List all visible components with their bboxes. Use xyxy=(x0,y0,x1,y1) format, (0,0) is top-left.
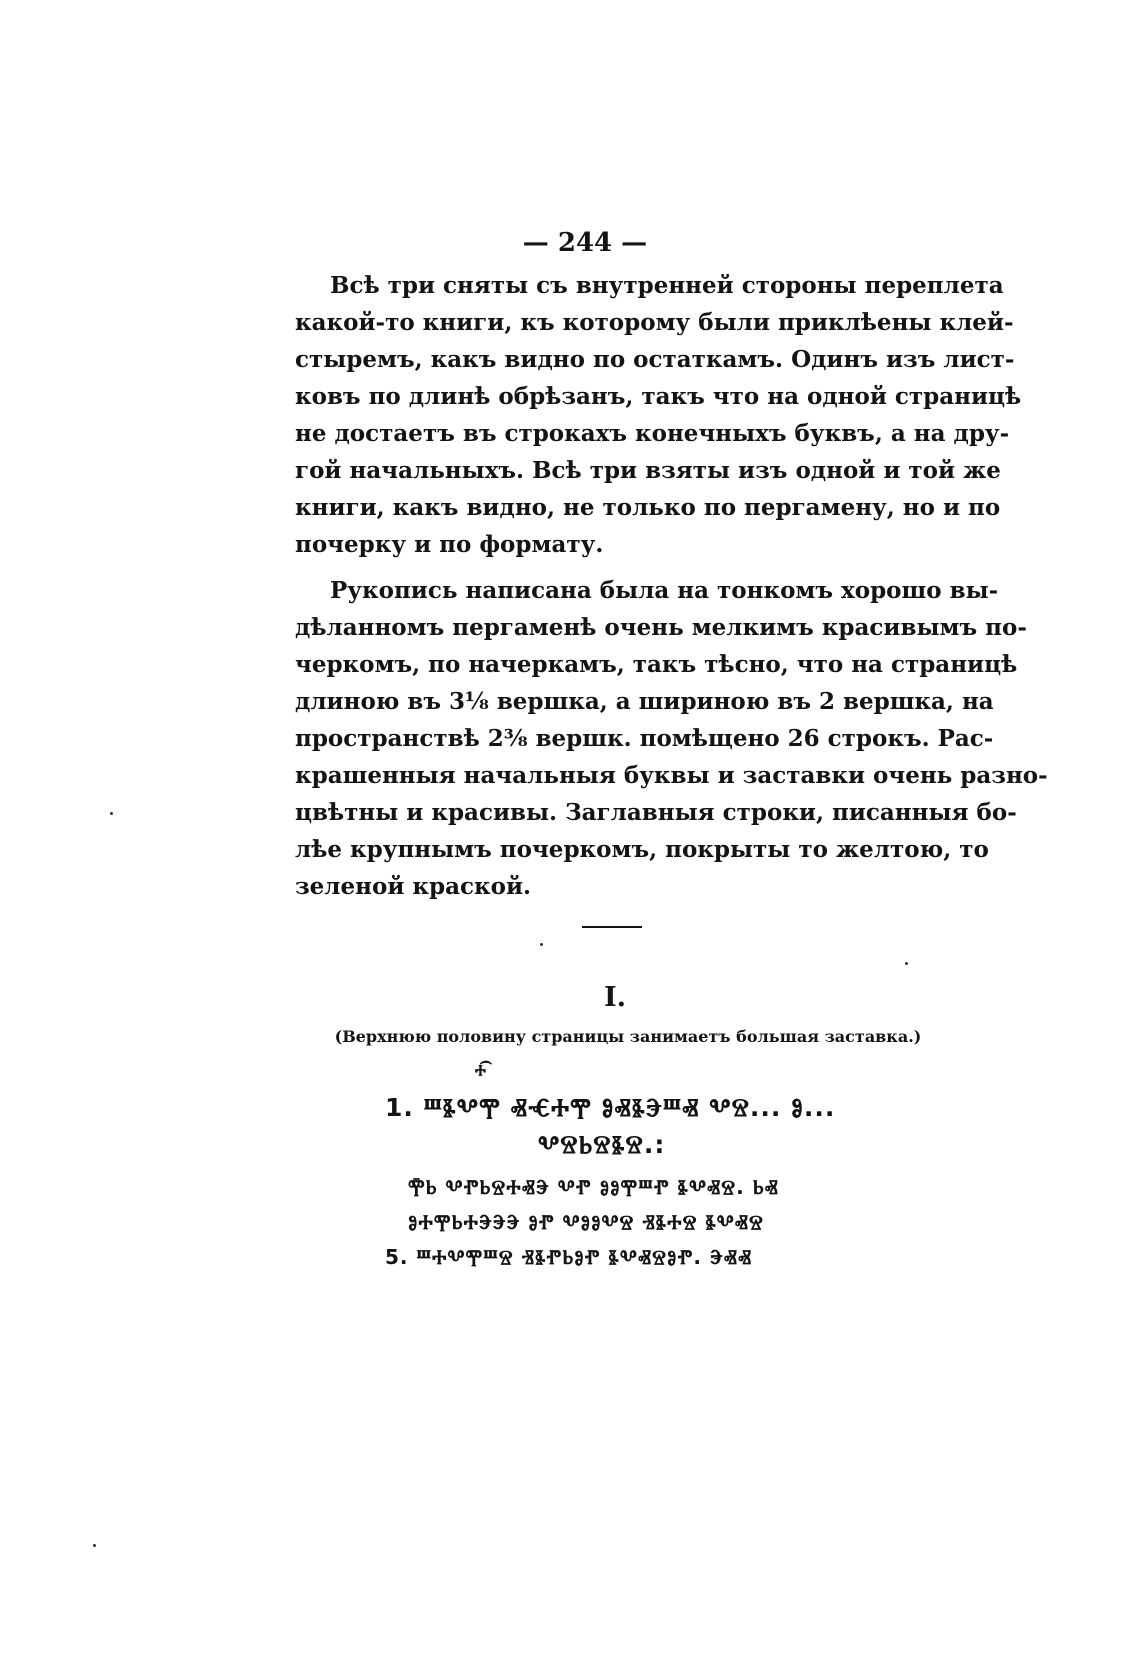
section-caption: (Верхнюю половину страницы занимаетъ большая заставка.) xyxy=(334,1027,922,1046)
text-line: почерку и по формату. xyxy=(295,531,604,558)
text-line: книги, какъ видно, не только по пергамену, но и по xyxy=(295,494,1001,521)
glagolitic-line: ⰂⰔⰓⰔⰫⰔ.: xyxy=(538,1130,666,1159)
scan-speck xyxy=(540,943,543,946)
text-line: не достаетъ въ строкахъ конечныхъ буквъ, а на дру- xyxy=(295,420,1010,447)
glagolitic-titlo: ⰰ͡ xyxy=(475,1060,487,1084)
text-line: крашенныя начальныя буквы и заставки очень разно- xyxy=(295,762,1048,789)
text-line: стыремъ, какъ видно по остаткамъ. Одинъ изъ лист- xyxy=(295,346,1015,373)
text-line: черкомъ, по начеркамъ, такъ тѣсно, что на страницѣ xyxy=(295,651,1018,678)
text-line: цвѣтны и красивы. Заглавныя строки, писанныя бо- xyxy=(295,799,1017,826)
text-line: Всѣ три сняты съ внутренней стороны переплета xyxy=(330,272,1004,299)
text-line: Рукопись написана была на тонкомъ хорошо вы- xyxy=(330,577,999,604)
glagolitic-line: 5. ⰞⰀⰂⰉⰞⰔ ⰠⰫⰒⰓⰑⰒ ⰫⰂⰟⰔⰑⰒ. ⰅⰟⰟ xyxy=(385,1245,753,1269)
body-text xyxy=(295,267,1048,905)
scan-speck xyxy=(93,1544,96,1547)
text-line: какой-то книги, къ которому были приклѣены клей- xyxy=(295,309,1014,336)
section-heading: I. xyxy=(603,982,627,1013)
text-line: лѣе крупнымъ почеркомъ, покрыты то желтою, то xyxy=(295,836,989,863)
scan-speck xyxy=(110,812,113,815)
text-line: длиною въ 3⅛ вершка, а шириною въ 2 вершка, на xyxy=(295,688,994,715)
section-divider xyxy=(582,926,642,928)
glagolitic-line: ⰑⰀⰉⰓⰀⰅⰅⰅ ⰑⰒ ⰂⰑⰑⰂⰔ ⰠⰫⰀⰔ ⰫⰂⰟⰔ xyxy=(408,1210,764,1234)
paragraph-2 xyxy=(295,572,1048,905)
glagolitic-line: 1. ⰞⰫⰂⰉ ⰟⰥⰀⰉ ⰑⰟⰫⰅⰞⰟ ⰂⰔ... Ⱁ... xyxy=(385,1093,836,1122)
page-number: — 244 — xyxy=(522,228,648,258)
paragraph-1 xyxy=(295,267,1022,563)
glagolitic-line: Ⰹ̄Ⱃ ⰂⰒⰓⰔⰀⰟⰅ ⰂⰒ ⰑⰑⰉⰞⰒ ⰫⰂⰟⰔ. ⰓⰟ xyxy=(408,1175,779,1199)
text-line: дѣланномъ пергаменѣ очень мелкимъ красивымъ по- xyxy=(295,614,1027,641)
text-line: пространствѣ 2⅜ вершк. помѣщено 26 строкъ. Рас- xyxy=(295,725,994,752)
scan-speck xyxy=(905,962,908,965)
paragraph-gap xyxy=(295,563,933,572)
text-line: зеленой краской. xyxy=(295,873,532,900)
text-line: гой начальныхъ. Всѣ три взяты изъ одной и той же xyxy=(295,457,1001,484)
text-line: ковъ по длинѣ обрѣзанъ, такъ что на одной страницѣ xyxy=(295,383,1022,410)
